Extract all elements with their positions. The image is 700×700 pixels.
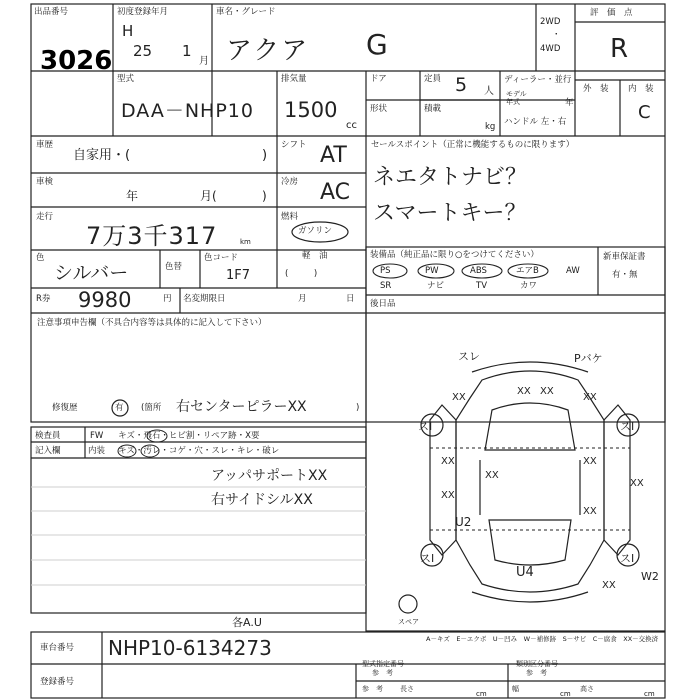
displacement-label: 排気量 [281, 74, 307, 84]
designation-label: 型式指定番号 [362, 660, 404, 668]
equip-airbag: エアB [516, 266, 539, 276]
fuel-paren: ( ) [285, 269, 318, 279]
registration-label: 登録番号 [40, 677, 75, 687]
shift-label: シフト [281, 140, 307, 150]
damage-mark: XX [583, 506, 597, 517]
repair-location: 右センターピラーXX [176, 399, 307, 415]
model-label: 型式 [117, 74, 135, 84]
color-code-label: 色コード [204, 253, 239, 263]
history-value: 自家用・( [73, 148, 131, 163]
inspection-close: ) [262, 189, 267, 203]
spare-label: スペア [398, 618, 419, 626]
diagram-top-label-2: Pバケ [574, 352, 603, 365]
equip-abs: ABS [470, 266, 487, 276]
equip-navi: ナビ [427, 281, 445, 291]
damage-mark: XX [517, 386, 531, 397]
shape-label: 形状 [370, 104, 388, 114]
damage-mark: XX [630, 478, 644, 489]
name-grade-label: 車名・グレード [216, 7, 276, 17]
model-year-label: モデル 年式 [506, 90, 527, 106]
equipment-label: 装備品（純正品に限り○をつけてください） [370, 250, 539, 260]
equip-sr: SR [380, 281, 392, 291]
displacement-value: 1500 [284, 98, 338, 122]
length-label: 長さ [400, 685, 414, 693]
equip-pw: PW [425, 266, 439, 276]
width-unit: cm [560, 690, 571, 698]
damage-mark: XX [441, 456, 455, 467]
fuel-label: 燃料 [281, 212, 299, 222]
damage-legend: A－キズ E－エクボ U－凹み W－補修跡 S－サビ C－腐食 XX－交換済 [426, 635, 659, 643]
damage-code: W2 [641, 570, 659, 583]
inspector-label-2: 記入欄 [35, 446, 61, 456]
ac-label: 冷房 [281, 177, 299, 187]
mileage-unit: km [240, 238, 251, 246]
equip-tv: TV [476, 281, 488, 291]
lot-number: 3026 [40, 46, 113, 76]
sales-points-label: セールスポイント（正常に機能するものに限ります） [371, 140, 575, 150]
fuel-diesel: 軽 油 [302, 251, 328, 261]
load-label: 積載 [424, 104, 442, 114]
equip-aw: AW [566, 266, 580, 276]
category-label: 類別区分番号 [516, 660, 558, 668]
history-close: ) [262, 148, 268, 163]
damage-mark: XX [583, 456, 597, 467]
interior-grade: C [638, 102, 651, 123]
recycle-label: R券 [36, 294, 51, 304]
damage-mark: XX [485, 470, 499, 481]
damage-code: スI [420, 552, 435, 565]
ac-value: AC [320, 180, 351, 205]
width-label: 幅 [512, 685, 519, 693]
repair-location-label: (箇所 [141, 403, 162, 413]
damage-code: スI [620, 420, 635, 433]
designation-ref: 参 考 [372, 669, 393, 677]
inspection-label: 車検 [36, 177, 54, 187]
load-unit: kg [485, 122, 496, 132]
damage-mark: XX [540, 386, 554, 397]
chassis-number: NHP10-6134273 [108, 636, 272, 660]
interior-check-items: キズ・汚レ・コゲ・穴・スレ・キレ・破レ [118, 446, 280, 456]
damage-mark: XX [583, 392, 597, 403]
inspection-year: 年 [126, 189, 139, 203]
length-unit: cm [476, 690, 487, 698]
color-label: 色 [36, 253, 45, 263]
warranty-label: 新車保証書 [603, 252, 646, 262]
notes-label: 注意事項申告欄（不具合内容等は具体的に記入して下さい） [37, 318, 267, 328]
inspector-note-1: アッパサポートXX [211, 468, 328, 484]
drive-4wd: 4WD [540, 44, 561, 54]
name-change-day: 日 [346, 294, 355, 304]
damage-code: スI [620, 552, 635, 565]
inspection-month: 月( [200, 189, 217, 203]
displacement-unit: cc [346, 120, 357, 131]
name-change-label: 名変期限日 [183, 294, 226, 304]
height-unit: cm [644, 690, 655, 698]
diagram-top-label-1: スレ [458, 350, 480, 363]
drive-dot: ・ [552, 30, 561, 40]
chassis-label: 車台番号 [40, 643, 75, 653]
handle-label: ハンドル 左・右 [504, 117, 567, 127]
damage-mark: XX [602, 580, 616, 591]
reg-era: H [122, 22, 134, 40]
height-label: 高さ [580, 685, 594, 693]
damage-mark: XX [441, 490, 455, 501]
inspector-note-2: 右サイドシルXX [211, 492, 313, 508]
sales-point-1: ネエタトナビ？ [373, 165, 528, 190]
rear-label: 後日品 [370, 299, 396, 309]
repair-close: ) [356, 403, 360, 413]
damage-code: U2 [455, 515, 472, 529]
history-label: 車歴 [36, 140, 54, 150]
shift-value: AT [320, 143, 347, 168]
equip-leather: カワ [520, 281, 538, 291]
color-code-value: 1F7 [226, 268, 251, 283]
fw-items: キズ・飛石・ヒビ割・リペア跡・X要 [118, 431, 260, 441]
interior-check-label: 内装 [88, 446, 106, 456]
damage-mark: XX [452, 392, 466, 403]
dim-ref: 参 考 [362, 685, 383, 693]
car-grade: G [366, 28, 388, 61]
sales-point-2: スマートキー？ [373, 201, 527, 226]
eval-label: 評 価 点 [590, 8, 633, 18]
color-change-label: 色替 [165, 262, 183, 272]
recycle-unit: 円 [163, 294, 172, 304]
reg-month: 1 [182, 42, 192, 60]
color-value: シルバー [54, 262, 129, 284]
door-label: ドア [370, 74, 387, 84]
fw-label: FW [90, 431, 104, 441]
equip-ps: PS [380, 266, 391, 276]
model-year-unit: 年 [565, 98, 574, 108]
warranty-value: 有・無 [612, 270, 638, 280]
repair-value: 有 [115, 403, 124, 413]
damage-code: U4 [516, 565, 534, 580]
fuel-gasoline: ガソリン [298, 226, 333, 236]
category-ref: 参 考 [526, 669, 547, 677]
reg-year: 25 [133, 42, 153, 60]
inspector-note-3: 各A.U [232, 616, 262, 629]
eval-score: R [610, 34, 629, 64]
reg-month-unit: 月 [199, 56, 209, 67]
exterior-label: 外 装 [583, 84, 609, 94]
capacity-value: 5 [455, 74, 468, 96]
drive-2wd: 2WD [540, 17, 561, 27]
model-value: DAA－NHP10 [121, 100, 254, 122]
interior-label: 内 装 [628, 84, 654, 94]
car-name: アクア [226, 36, 310, 66]
lot-label: 出品番号 [34, 7, 69, 17]
inspector-label-1: 検査員 [35, 431, 61, 441]
damage-code: スI [418, 420, 433, 433]
recycle-amount: 9980 [78, 288, 132, 312]
mileage-label: 走行 [36, 212, 54, 222]
dealer-label: ディーラー・並行 [504, 75, 572, 85]
mileage-value: 7万3千317 [86, 222, 218, 250]
capacity-unit: 人 [484, 86, 494, 97]
capacity-label: 定員 [424, 74, 442, 84]
name-change-month: 月 [298, 294, 307, 304]
repair-label: 修復歴 [52, 403, 78, 413]
first-reg-label: 初度登録年月 [117, 7, 169, 17]
